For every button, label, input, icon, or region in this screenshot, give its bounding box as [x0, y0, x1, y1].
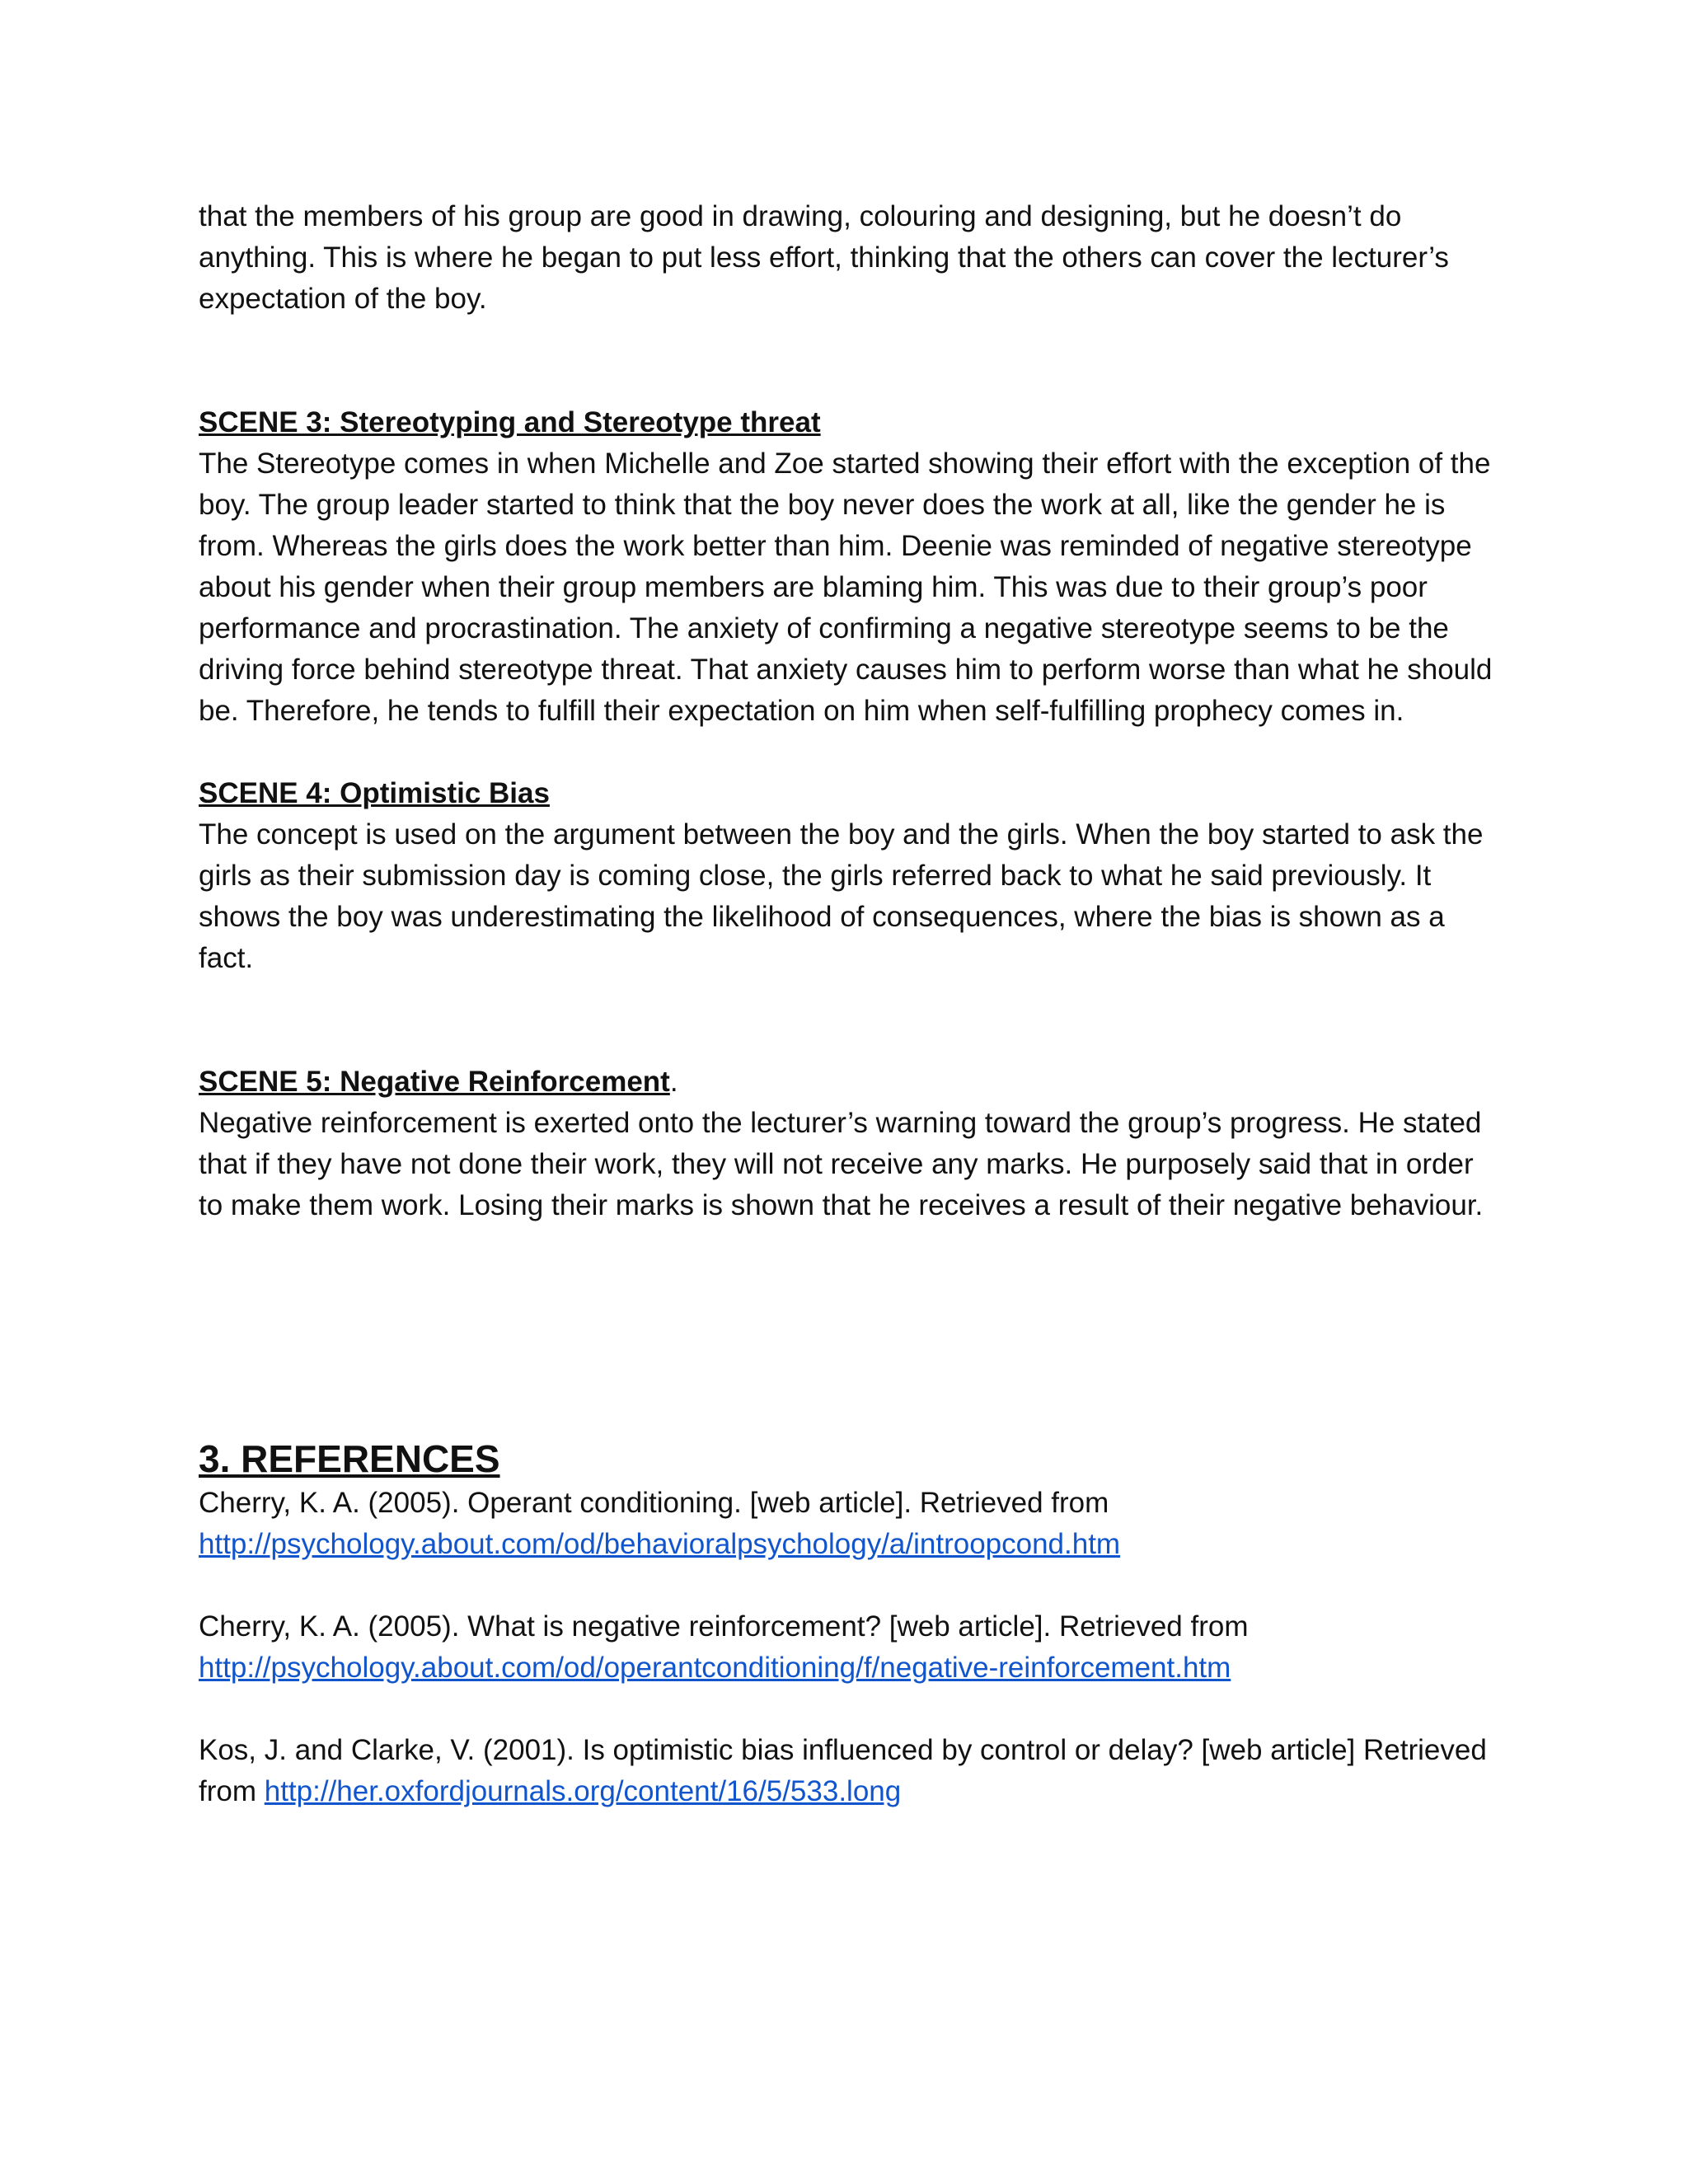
scene3-paragraph: The Stereotype comes in when Michelle and Zoe started showing their effort with the exception of the boy. The group leader started to think that the boy never does the work at all, like the gender he is from. Whereas the girls does the work better than him. Deenie was reminded of negative stereotype about his gender when their group members are blaming him. This was due to their group’s poor performance and procrastination. The anxiety of confirming a negative stereotype seems to be the driving force behind stereotype threat. That anxiety causes him to perform worse than what he should be. Therefore, he tends to fulfill their expectation on him when self-fulfilling prophecy comes in.	[199, 448, 1493, 727]
reference-3-text: Kos, J. and Clarke, V. (2001). Is optimistic bias influenced by control or delay? [web article] Retrieved from	[199, 1734, 1487, 1807]
spacer	[199, 1689, 1501, 1730]
spacer	[199, 1226, 1501, 1435]
scene3-heading: SCENE 3: Stereotyping and Stereotype threat	[199, 406, 821, 438]
scene4-paragraph: The concept is used on the argument between the boy and the girls. When the boy started to ask the girls as their submission day is coming close, the girls referred back to what he said previously. It shows the boy was underestimating the likelihood of consequences, where the bias is shown as a fact.	[199, 818, 1484, 974]
reference-1-link[interactable]: http://psychology.about.com/od/behavioralpsychology/a/introopcond.htm	[199, 1528, 1121, 1560]
scene5-heading-suffix: .	[669, 1066, 678, 1098]
reference-item-2	[199, 1606, 1501, 1689]
reference-item-1	[199, 1483, 1501, 1565]
scene5-paragraph: Negative reinforcement is exerted onto the lecturer’s warning toward the group’s progress. He stated that if they have not done their work, they will not receive any marks. He purposely said that in order to make them work. Losing their marks is shown that he receives a result of their negative behaviour.	[199, 1107, 1484, 1221]
reference-1-text: Cherry, K. A. (2005). Operant conditioning. [web article]. Retrieved from	[199, 1487, 1109, 1519]
spacer	[199, 1565, 1501, 1606]
spacer	[199, 732, 1501, 773]
intro-paragraph: that the members of his group are good in drawing, colouring and designing, but he doesn’t do anything. This is where he began to put less effort, thinking that the others can cover the lecturer’s expectation of the boy.	[199, 200, 1449, 315]
reference-item-3	[199, 1730, 1501, 1812]
scene5-heading: SCENE 5: Negative Reinforcement	[199, 1066, 670, 1098]
reference-2-text: Cherry, K. A. (2005). What is negative reinforcement? [web article]. Retrieved from	[199, 1610, 1249, 1643]
scene5-heading-line	[199, 1062, 1501, 1103]
reference-3-link[interactable]: http://her.oxfordjournals.org/content/16/5/533.long	[264, 1775, 902, 1807]
spacer	[199, 320, 1501, 402]
reference-2-link[interactable]: http://psychology.about.com/od/operantconditioning/f/negative-reinforcement.htm	[199, 1652, 1231, 1684]
spacer	[199, 979, 1501, 1062]
scene4-heading: SCENE 4: Optimistic Bias	[199, 777, 550, 809]
document-page	[199, 196, 1501, 1812]
references-heading: 3. REFERENCES	[199, 1437, 500, 1480]
